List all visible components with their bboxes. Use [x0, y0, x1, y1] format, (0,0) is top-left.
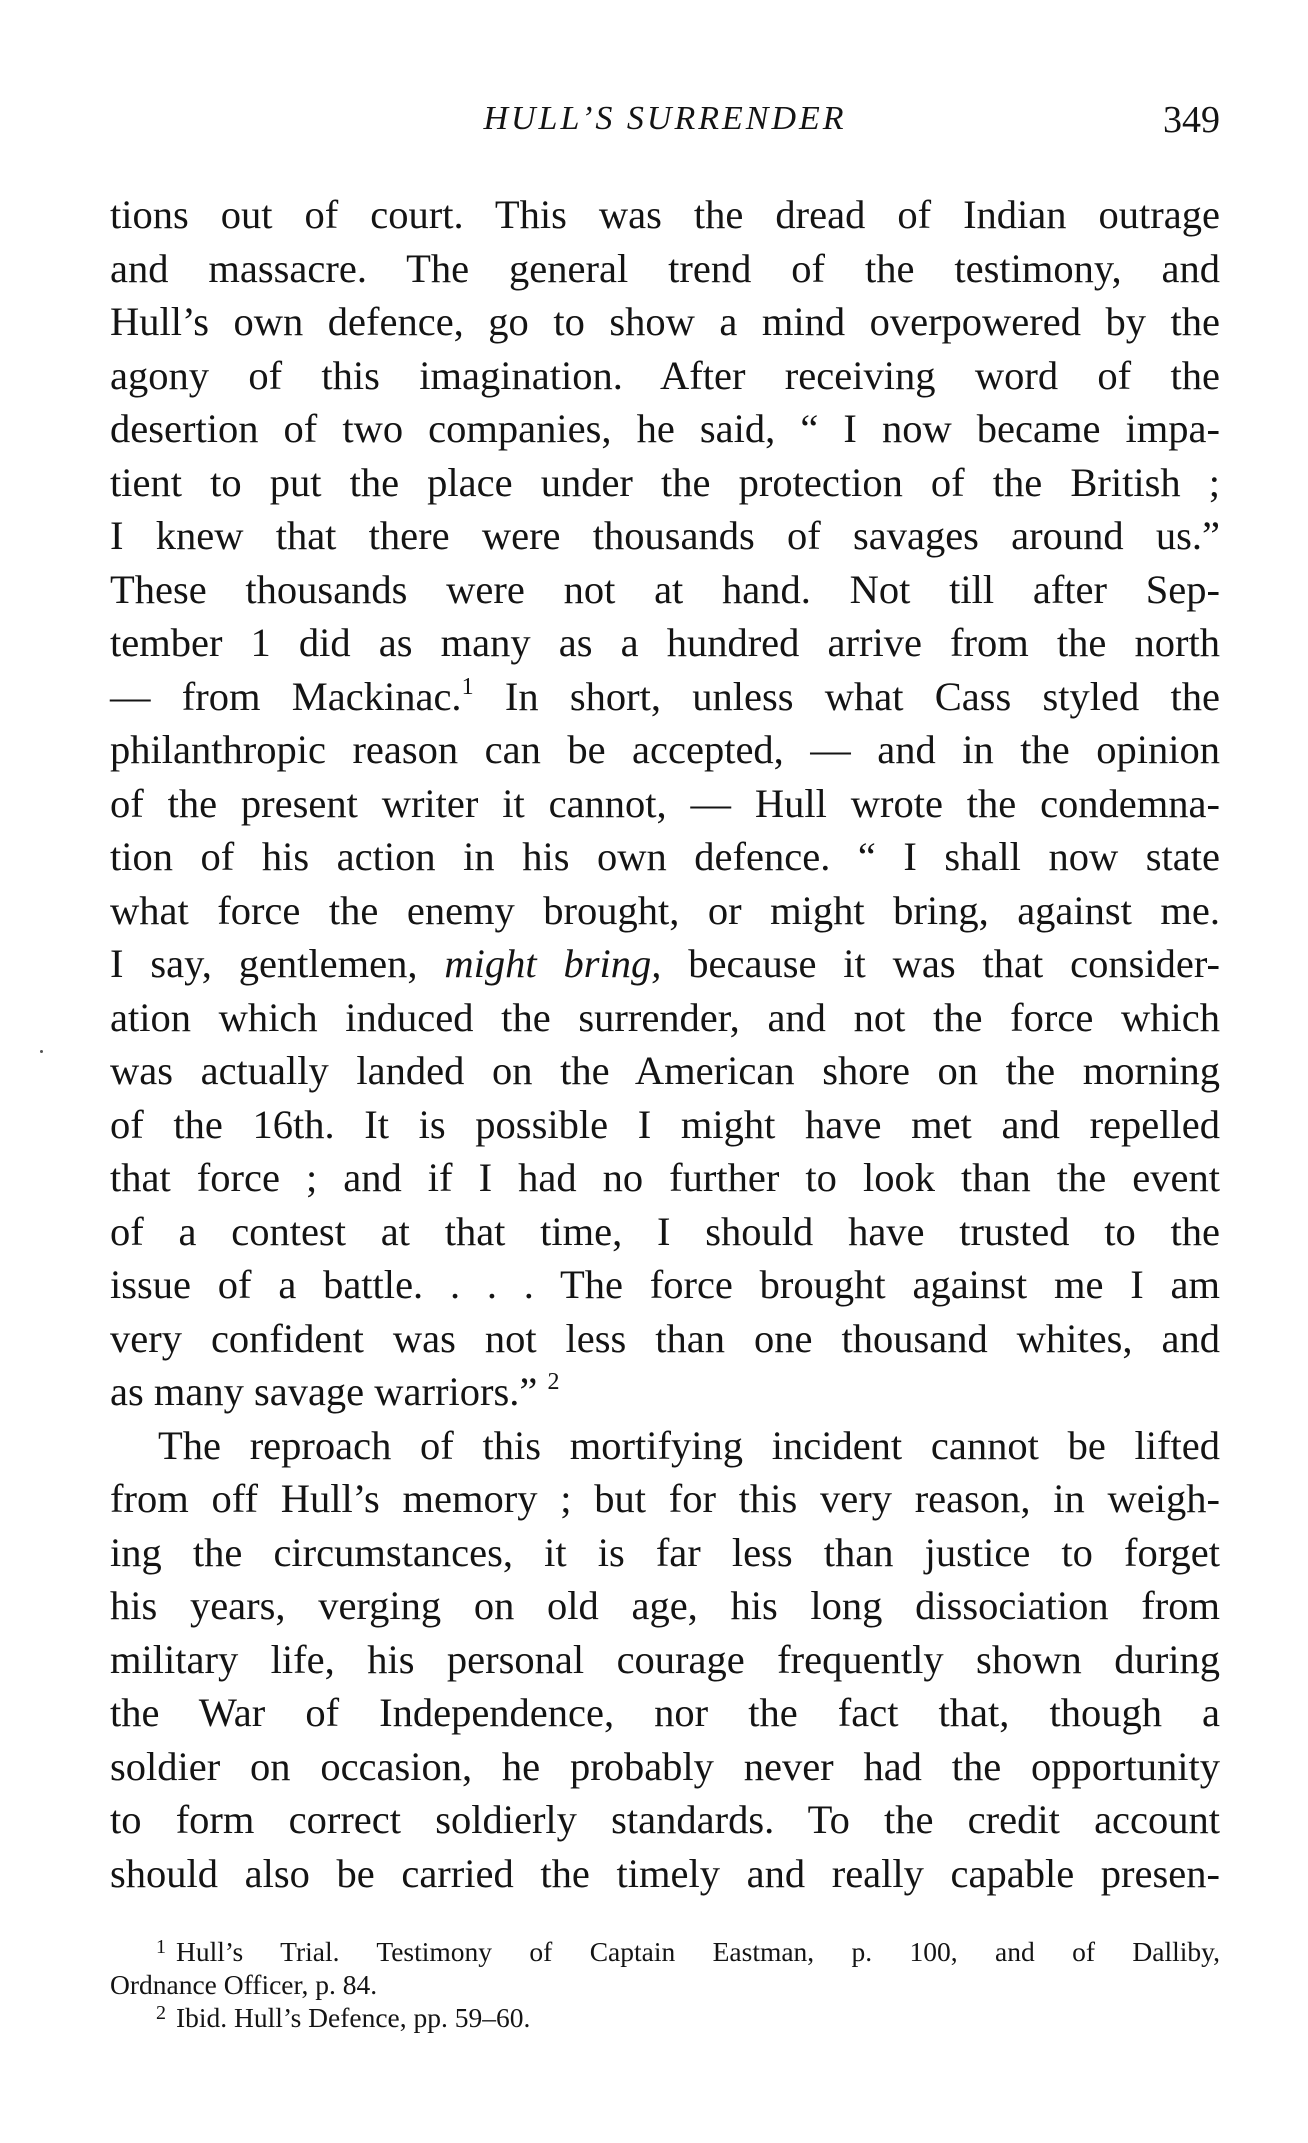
text-line: I knew that there were thousands of savages around us.”: [110, 513, 1220, 558]
footnotes: [110, 1935, 1220, 2034]
text-line: agony of this imagination. After receiving word of the: [110, 352, 1220, 398]
page-number: 349: [1163, 99, 1220, 141]
scan-speck: [40, 1050, 43, 1053]
text-line: tion of his action in his own defence. “ I shall now state: [110, 834, 1220, 879]
line-text: — from Mackinac.: [110, 673, 462, 719]
text-line: issue of a battle. . . . The force brought against me I am: [110, 1262, 1220, 1307]
text-line: desertion of two companies, he said, “ I now became impa-: [110, 406, 1220, 451]
text-line: philanthropic reason can be accepted, — and in the opinion: [110, 727, 1220, 772]
text-line: ation which induced the surrender, and not the force which: [110, 994, 1220, 1040]
text-line: his years, verging on old age, his long dissociation from: [110, 1583, 1220, 1628]
text-line: was actually landed on the American shore on the morning: [110, 1048, 1220, 1093]
text-line: Hull’s own defence, go to show a mind overpowered by the: [110, 299, 1220, 344]
text-line: the War of Independence, nor the fact that, though a: [110, 1690, 1220, 1735]
footnote-text: Hull’s Trial. Testimony of Captain Eastman, p. 100, and of Dalliby,: [176, 1936, 1220, 1967]
line-text: In short, unless what Cass styled the: [473, 673, 1220, 719]
footnote-mark: 2: [156, 2002, 166, 2024]
text-line: of a contest at that time, I should have trusted to the: [110, 1208, 1220, 1254]
footnote-ref: 1: [461, 673, 474, 700]
text-line: [110, 1365, 1220, 1419]
text-line: of the 16th. It is possible I might have met and repelled: [110, 1101, 1220, 1147]
footnote-ref: 2: [547, 1369, 560, 1395]
text-line: from off Hull’s memory ; but for this very reason, in weigh-: [110, 1476, 1220, 1521]
running-head: [110, 100, 1220, 150]
footnote-1: [110, 1935, 1220, 1968]
footnote-text: Ibid. Hull’s Defence, pp. 59–60.: [176, 2002, 531, 2033]
text-line: very confident was not less than one thousand whites, and: [110, 1315, 1220, 1361]
line-text: I say, gentlemen,: [110, 941, 445, 986]
footnote-2: [110, 2001, 1220, 2034]
text-line: tember 1 did as many as a hundred arrive from the north: [110, 620, 1220, 665]
text-line: [110, 670, 1220, 724]
text-line: military life, his personal courage frequently shown during: [110, 1636, 1220, 1682]
text-line: that force ; and if I had no further to look than the event: [110, 1155, 1220, 1200]
footnote-1-continued: Ordnance Officer, p. 84.: [110, 1969, 378, 2000]
emphasis-text: might bring,: [444, 941, 662, 986]
text-line: to form correct soldierly standards. To the credit account: [110, 1797, 1220, 1842]
text-line: what force the enemy brought, or might bring, against me.: [110, 887, 1220, 933]
running-title: HULL’S SURRENDER: [483, 100, 847, 137]
text-line: of the present writer it cannot, — Hull wrote the condemna-: [110, 780, 1220, 826]
line-text: because it was that consider-: [661, 941, 1221, 986]
text-line: ing the circumstances, it is far less than justice to forget: [110, 1529, 1220, 1575]
footnote-mark: 1: [156, 1936, 166, 1958]
body-text: [110, 188, 1220, 1900]
text-line: should also be carried the timely and really capable presen-: [110, 1850, 1220, 1896]
text-line: soldier on occasion, he probably never had the opportunity: [110, 1743, 1220, 1789]
text-line: tient to put the place under the protection of the British ;: [110, 459, 1220, 505]
line-text: as many savage warriors.”: [110, 1369, 548, 1414]
text-line: tions out of court. This was the dread of Indian outrage: [110, 192, 1220, 237]
text-line: [110, 937, 1220, 991]
paragraph-first-line: The reproach of this mortifying incident cannot be lifted: [158, 1422, 1220, 1468]
text-line: and massacre. The general trend of the testimony, and: [110, 245, 1220, 291]
text-line: These thousands were not at hand. Not till after Sep-: [110, 566, 1220, 612]
